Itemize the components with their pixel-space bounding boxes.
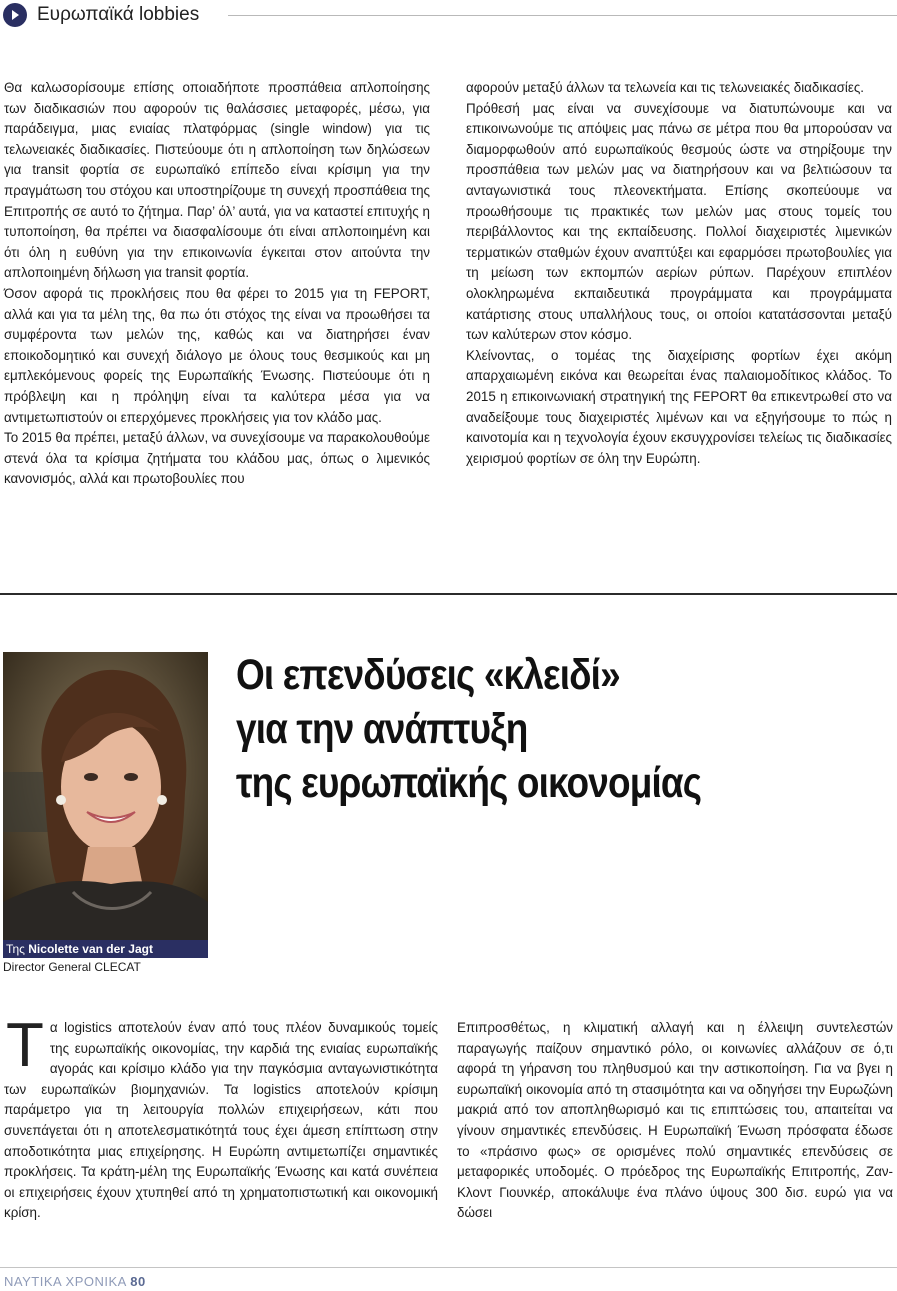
author-photo	[3, 652, 208, 940]
drop-cap: Τ	[6, 1011, 44, 1080]
headline-line: Οι επενδύσεις «κλειδί»	[236, 651, 620, 699]
paragraph	[4, 1011, 438, 1224]
header-rule	[228, 15, 897, 16]
play-arrow-icon	[9, 9, 21, 21]
headline-line: για την ανάπτυξη	[236, 705, 528, 753]
section-title: Ευρωπαϊκά lobbies	[37, 4, 200, 25]
paragraph-text: α logistics αποτελούν έναν από τους πλέον δυναμικούς τομείς της ευρωπαϊκής οικονομίας, την καρδιά της ενιαίας ευρωπαϊκής αγοράς και κρίσιμο κλάδο για την παγκόσμια ανταγωνιστικότητα των ευρωπαϊκών βιομηχανιών. Τα logistics αποτελούν κρίσιμη παράμετρο για τη λειτουργία πολλών επιχειρήσεων, κάτι που συνεπάγεται ότι η αποτελεσματικότητά τους έχει άμεση επίπτωση στην αποδοτικότητα μιας επιχείρησης. Η Ευρώπη αντιμετωπίζει σημαντικές προκλήσεις. Τα κράτη-μέλη της Ευρωπαϊκής Ένωσης και κατά συνέπεια οι επιχειρήσεις έχουν χτυπηθεί από τη χρηματοπιστωτική και οικονομική κρίση.	[4, 1020, 438, 1221]
byline-prefix: Της	[6, 942, 25, 956]
section-badge	[3, 3, 27, 27]
page-footer	[4, 1274, 146, 1289]
footer-rule	[0, 1267, 897, 1268]
bottom-article-column-left	[4, 1011, 438, 1224]
article-headline	[236, 648, 786, 810]
paragraph: Όσον αφορά τις προκλήσεις που θα φέρει το 2015 για τη FEPORT, αλλά και για τα μέλη της, θα πω ότι στόχος της είναι να προωθήσει τα συμφέροντα των μελών της, καθώς και να διατηρήσει έναν εποικοδομητικό και συνεχή διάλογο με όλους τους θεσμικούς και μη εμπλεκόμενους φορείς της Ευρωπαϊκής Ένωσης. Πιστεύουμε ότι η πρόβλεψη και η πρόληψη είναι τα καλύτερα μέσα για να αντιμετωπιστούν οι επερχόμενες προκλήσεις για τον κλάδο μας.	[4, 285, 430, 425]
paragraph: Το 2015 θα πρέπει, μεταξύ άλλων, να συνεχίσουμε να παρακολουθούμε στενά όλα τα κρίσιμα ζητήματα του κλάδου μας, όπως ο λιμενικός κανονισμός, αλλά και πρωτοβουλίες που	[4, 430, 430, 487]
headline-line: της ευρωπαϊκής οικονομίας	[236, 759, 702, 807]
paragraph: Πρόθεσή μας είναι να συνεχίσουμε να διατυπώνουμε και να επικοινωνούμε τις απόψεις μας πάνω σε μέτρα που θα μπορούσαν να διαμορφωθούν από ευρωπαϊκούς θεσμούς ώστε να στηρίξουμε την προσπάθεια των μελών μας να διατηρήσουν και να βελτιώσουν τα ανταγωνιστικά τους πλεονεκτήματα. Επίσης σκοπεύουμε να προωθήσουμε τις πρακτικές των μελών μας στους τομείς του περιβάλλοντος και της εκπαίδευσης. Πολλοί διαχειριστές λιμενικών τερματικών σταθμών έχουν αναπτύξει και εφαρμόσει πρωτοβουλίες για τη μείωση των εκπομπών αερίων ρύπων. Παρέχουν επιπλέον ολοκληρωμένα εκπαιδευτικά προγράμματα και προγράμματα κατάρτισης στους υπαλλήλους τους, οι οποίοι κατατάσσονται μεταξύ των καλύτερων στον κόσμο.	[466, 100, 892, 343]
section-header	[0, 0, 897, 32]
paragraph: αφορούν μεταξύ άλλων τα τελωνεία και τις τελωνειακές διαδικασίες.	[466, 80, 864, 95]
top-article-column-right	[466, 78, 892, 469]
author-caption	[3, 940, 208, 958]
top-article-column-left	[4, 78, 430, 490]
author-role: Director General CLECAT	[3, 960, 141, 974]
magazine-name: ΝΑΥΤΙΚΑ ΧΡΟΝΙΚΑ	[4, 1274, 127, 1289]
portrait-illustration	[3, 652, 208, 940]
article-divider	[0, 593, 897, 595]
paragraph: Θα καλωσορίσουμε επίσης οποιαδήποτε προσπάθεια απλοποίησης των διαδικασιών που αφορούν τις θαλάσσιες μεταφορές, μέσω, για παράδειγμα, μιας ενιαίας πλατφόρμας (single window) για τις τελωνειακές διαδικασίες. Πιστεύουμε ότι η απλοποίηση των δηλώσεων για transit φορτία σε ευρωπαϊκό επίπεδο είναι κρίσιμη για την πραγμάτωση του στόχου και υποστηρίζουμε τη συνεχή προσπάθεια της Επιτροπής σε αυτό το ζήτημα. Παρ’ όλ’ αυτά, για να καταστεί επιτυχής η τυποποίηση, θα πρέπει να διασφαλίσουμε ότι είναι απλοποιημένη και ότι όλη η ευθύνη για την επικοινωνία έγκειται στον αιτούντα την απλοποιημένη δήλωση για transit φορτία.	[4, 80, 430, 281]
author-name: Nicolette van der Jagt	[28, 942, 153, 956]
page-number: 80	[130, 1274, 146, 1289]
paragraph: Κλείνοντας, ο τομέας της διαχείρισης φορτίων έχει ακόμη απαρχαιωμένη εικόνα και θεωρείται ένας παλαιομοδίτικος κλάδος. Το 2015 η επικοινωνιακή στρατηγική της FEPORT θα επικεντρωθεί στο να αναδείξουμε τους διαχειριστές λιμένων και να εξηγήσουμε το πώς η καινοτομία και η τεχνολογία έχουν εκσυγχρονίσει τελείως τις διαδικασίες χειρισμού φορτίων σε όλη την Ευρώπη.	[466, 347, 892, 466]
bottom-article-column-right	[457, 1018, 893, 1224]
paragraph: Επιπροσθέτως, η κλιματική αλλαγή και η έλλειψη συντελεστών παραγωγής παίζουν σημαντικό ρόλο, οι κοινωνίες αλλάζουν σε ό,τι αφορά τη γήρανση του πληθυσμού και την αστικοποίηση. Για να βγει η ευρωπαϊκή οικονομία από τη στασιμότητα και να οδηγήσει την Ευρωζώνη μακριά από τον αποπληθωρισμό και τις επιπτώσεις του, απαιτείται να γίνουν σημαντικές επενδύσεις. Η Ευρωπαϊκή Ένωση πρόσφατα έδωσε το «πράσινο φως» σε ορισμένες πολύ σημαντικές επενδύσεις σε μεταφορικές υποδομές. Ο πρόεδρος της Ευρωπαϊκής Επιτροπής, Ζαν-Κλοντ Γιουνκέρ, αποκάλυψε ένα πλάνο ύψους 300 δισ. ευρώ για να δώσει	[457, 1020, 893, 1221]
